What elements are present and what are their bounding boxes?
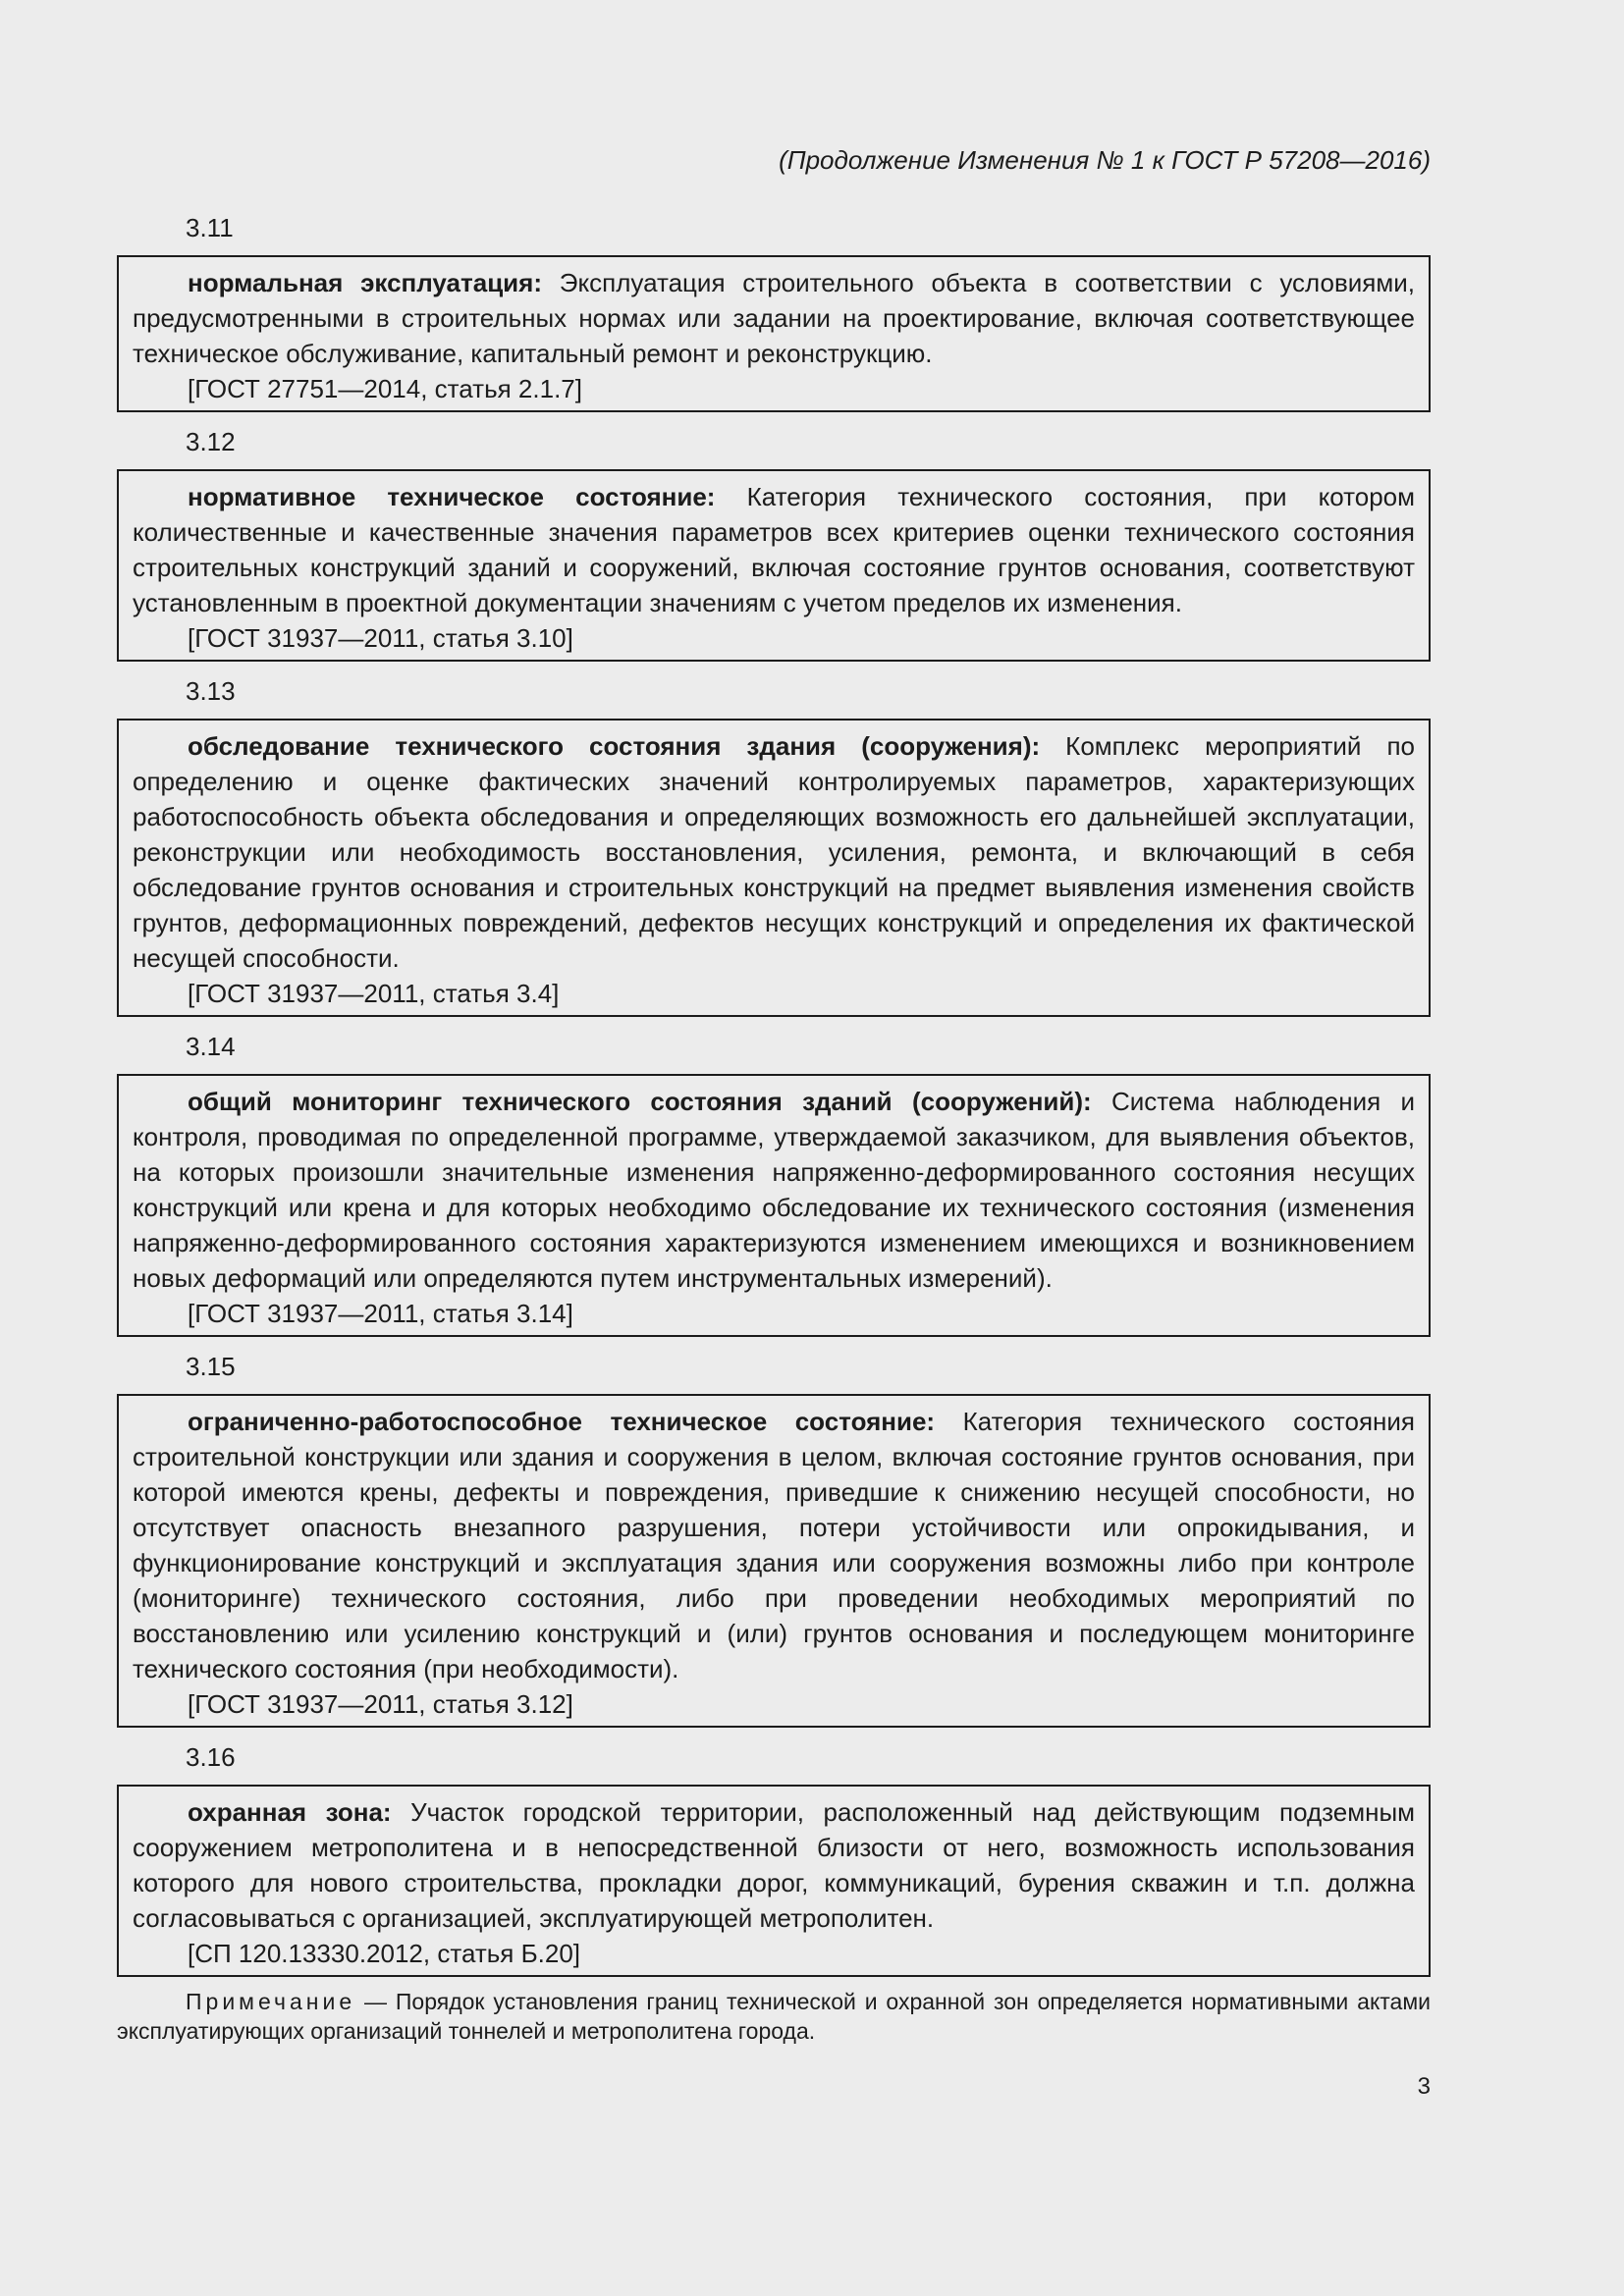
term-source: [ГОСТ 31937—2011, статья 3.4] bbox=[188, 979, 560, 1008]
term-entry bbox=[117, 255, 1431, 412]
term-source: [СП 120.13330.2012, статья Б.20] bbox=[188, 1939, 581, 1968]
term-source: [ГОСТ 31937—2011, статья 3.12] bbox=[188, 1689, 573, 1719]
note bbox=[117, 1987, 1431, 2046]
term-paragraph bbox=[133, 1404, 1415, 1686]
term-paragraph bbox=[133, 1794, 1415, 1936]
entry-number: 3.14 bbox=[186, 1032, 236, 1061]
term-entry bbox=[117, 469, 1431, 662]
running-header: (Продолжение Изменения № 1 к ГОСТ Р 57208—2016) bbox=[779, 145, 1431, 175]
entry-number: 3.16 bbox=[186, 1742, 236, 1772]
term-source: [ГОСТ 31937—2011, статья 3.10] bbox=[188, 623, 573, 653]
entry-number: 3.13 bbox=[186, 676, 236, 706]
entry-number: 3.12 bbox=[186, 427, 236, 456]
term-definition: Система наблюдения и контроля, проводимая по определенной программе, утверждаемой заказчиком, для выявления объектов, на которых произошли значительные изменения напряженно-деформированного состояния несущих конструкций или крена и для которых необходимо обследование их технического состояния (изменения напряженно-деформированного состояния характеризуются изменением имеющихся и возникновением новых деформаций или определяются путем инструментальных измерений). bbox=[133, 1087, 1415, 1293]
page-number: 3 bbox=[1417, 2073, 1431, 2100]
term-name: ограниченно-работоспособное техническое состояние: bbox=[188, 1407, 936, 1436]
term-definition: Эксплуатация строительного объекта в соответствии с условиями, предусмотренными в строительных нормах или задании на проектирование, включая соответствующее техническое обслуживание, капитальный ремонт и реконструкцию. bbox=[133, 268, 1415, 368]
term-source: [ГОСТ 27751—2014, статья 2.1.7] bbox=[188, 374, 582, 403]
term-source: [ГОСТ 31937—2011, статья 3.14] bbox=[188, 1299, 573, 1328]
term-entry bbox=[117, 1074, 1431, 1337]
term-paragraph bbox=[133, 1084, 1415, 1296]
note-paragraph bbox=[117, 1987, 1431, 2046]
term-name: обследование технического состояния здания (сооружения): bbox=[188, 731, 1041, 761]
term-entry bbox=[117, 1785, 1431, 1977]
term-name: охранная зона: bbox=[188, 1797, 392, 1827]
term-definition: Комплекс мероприятий по определению и оценке фактических значений контролируемых параметров, характеризующих работоспособность объекта обследования и определяющих возможность его дальнейшей эксплуатации, реконструкции или необходимость восстановления, усиления, ремонта, и включающий в себя обследование грунтов основания и строительных конструкций на предмет выявления изменения свойств грунтов, деформационных повреждений, дефектов несущих конструкций и определения их фактической несущей способности. bbox=[133, 731, 1415, 973]
term-entry bbox=[117, 719, 1431, 1017]
term-definition: Категория технического состояния строительной конструкции или здания и сооружения в целом, включая состояние грунтов основания, при которой имеются крены, дефекты и повреждения, приведшие к снижению несущей способности, но отсутствует опасность внезапного разрушения, потери устойчивости или опрокидывания, и функционирование конструкций и эксплуатация здания или сооружения возможны либо при контроле (мониторинге) технического состояния, либо при проведении необходимых мероприятий по восстановлению или усилению конструкций и (или) грунтов основания и последующем мониторинге технического состояния (при необходимости). bbox=[133, 1407, 1415, 1683]
entry-number: 3.11 bbox=[186, 213, 234, 242]
term-definition: Участок городской территории, расположенный над действующим подземным сооружением метрополитена и в непосредственной близости от него, возможность использования которого для нового строительства, прокладки дорог, коммуникаций, бурения скважин и т.п. должна согласовываться с организацией, эксплуатирующей метрополитен. bbox=[133, 1797, 1416, 1933]
term-paragraph bbox=[133, 728, 1415, 976]
term-paragraph bbox=[133, 265, 1415, 371]
term-name: нормальная эксплуатация: bbox=[188, 268, 542, 297]
term-definition: Категория технического состояния, при котором количественные и качественные значения параметров всех критериев оценки технического состояния строительных конструкций зданий и сооружений, включая состояние грунтов основания, соответствуют установленным в проектной документации значениям с учетом пределов их изменения. bbox=[133, 482, 1416, 617]
term-name: нормативное техническое состояние: bbox=[188, 482, 716, 511]
note-label: Примечание bbox=[186, 1989, 356, 2014]
term-name: общий мониторинг технического состояния зданий (сооружений): bbox=[188, 1087, 1092, 1116]
entry-number: 3.15 bbox=[186, 1352, 236, 1381]
note-text: — Порядок установления границ технической и охранной зон определяется нормативными актами эксплуатирующих организаций тоннелей и метрополитена города. bbox=[117, 1989, 1431, 2044]
terms-section bbox=[117, 206, 1431, 2046]
term-paragraph bbox=[133, 479, 1415, 620]
term-entry bbox=[117, 1394, 1431, 1728]
